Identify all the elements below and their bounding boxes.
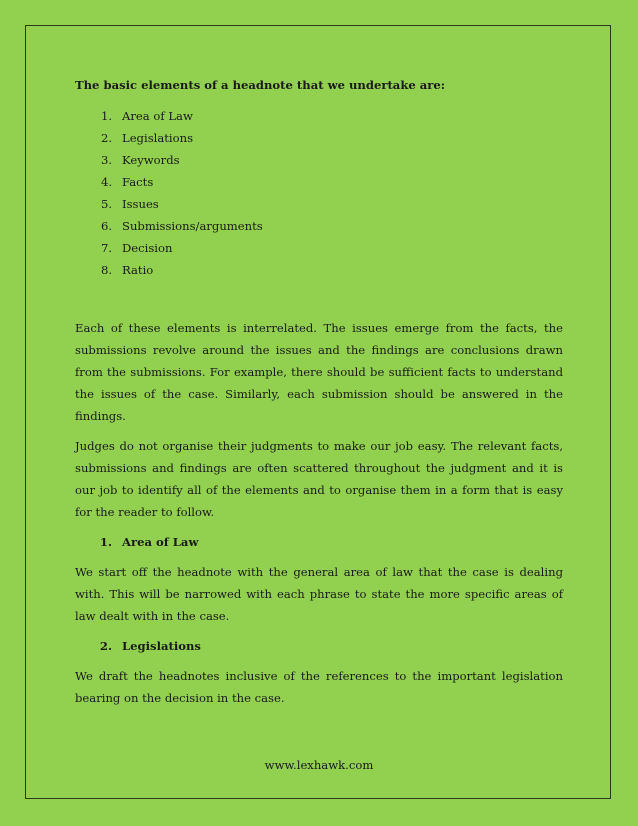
section-heading-legislations: 2. Legislations [99,639,201,653]
elements-list [75,105,563,281]
document-content [75,74,563,709]
list-item: 6. Submissions/arguments [100,219,263,233]
section-heading-area-of-law: 1. Area of Law [99,535,199,549]
list-item: 8. Ratio [100,263,154,277]
list-item: 7. Decision [100,241,173,255]
list-item: 2. Legislations [100,131,194,145]
paragraph-interrelated: Each of these elements is interrelated. The issues emerge from the facts, the submissions revolve around the issues and the findings are conclusions drawn from the submissions. For example, there should be sufficient facts to understand the issues of the case. Similarly, each submission should be answered in the findings. [75,321,563,423]
section-body-legislations: We draft the headnotes inclusive of the references to the important legislation bearing on the decision in the case. [75,669,563,705]
list-item: 3. Keywords [100,153,180,167]
list-item: 1. Area of Law [100,109,193,123]
section-body-area-of-law: We start off the headnote with the general area of law that the case is dealing with. This will be narrowed with each phrase to state the more specific areas of law dealt with in the case. [75,565,563,623]
paragraph-judges: Judges do not organise their judgments to make our job easy. The relevant facts, submissions and findings are often scattered throughout the judgment and it is our job to identify all of the elements and to organise them in a form that is easy for the reader to follow. [75,439,563,519]
list-item: 4. Facts [100,175,154,189]
intro-heading: The basic elements of a headnote that we undertake are: [75,78,446,92]
footer-website: www.lexhawk.com [264,758,374,772]
list-item: 5. Issues [100,197,159,211]
